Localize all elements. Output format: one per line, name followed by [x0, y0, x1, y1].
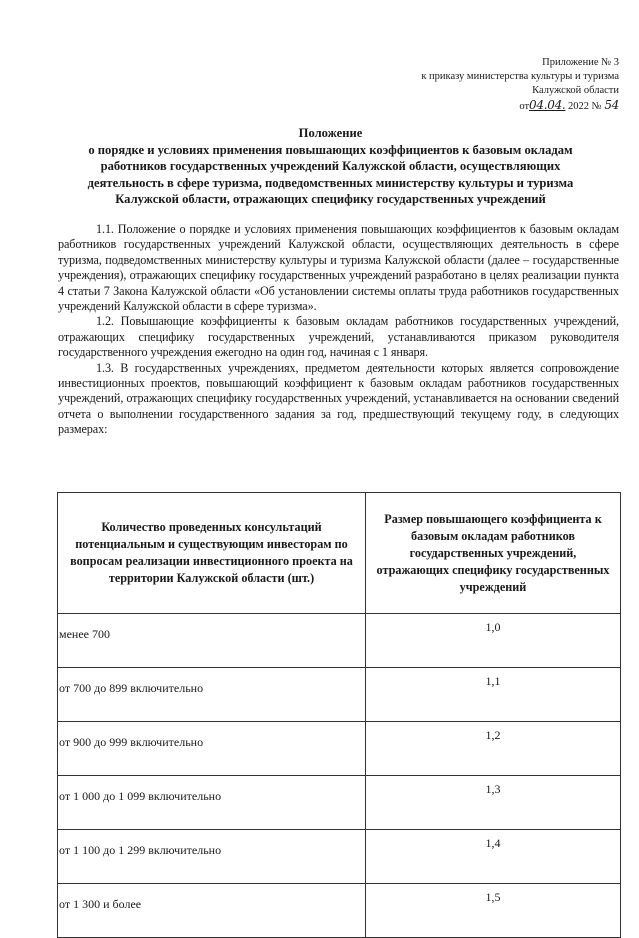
- paragraph-1-3: 1.3. В государственных учреждениях, предметом деятельности которых является сопровождение инвестиционных проектов, повышающий коэффициент к базовым окладам работников государственных учреждений, отражающих специфику государственных учреждений, устанавливается на основании сведений отчета о выполнении государственного задания за год, предшествующий текущему году, в следующих размерах:: [58, 360, 619, 437]
- title-heading: Положение: [298, 126, 363, 140]
- handwritten-date: 04.04.: [529, 98, 566, 112]
- row-range: менее 700: [58, 614, 366, 668]
- date-year: 2022: [568, 101, 590, 112]
- row-coefficient: 1,0: [366, 614, 621, 668]
- appendix-header: [379, 56, 619, 114]
- paragraph-1-2: 1.2. Повышающие коэффициенты к базовым окладам работников государственных учреждений, отражающих специфику государственных учреждений, устанавливаются приказом руководителя государственного учреждения ежегодно на один год, начиная с 1 января.: [58, 314, 619, 360]
- row-range: от 1 300 и более: [58, 884, 366, 938]
- row-range: от 700 до 899 включительно: [58, 668, 366, 722]
- row-coefficient: 1,5: [366, 884, 621, 938]
- coefficient-table: [57, 492, 621, 938]
- appendix-order-ref: к приказу министерства культуры и туризма: [421, 71, 619, 82]
- title-line-4: деятельность в сфере туризма, подведомственных министерству культуры и туризма: [87, 175, 574, 190]
- header-consultations: Количество проведенных консультаций потенциальным и существующим инвесторам по вопросам реализации инвестиционного проекта на территории Калужской области (шт.): [58, 493, 366, 614]
- row-coefficient: 1,3: [366, 776, 621, 830]
- appendix-date-line: [379, 98, 619, 114]
- handwritten-order-number: 54: [604, 98, 619, 112]
- row-range: от 1 000 до 1 099 включительно: [58, 776, 366, 830]
- paragraph-1-1: 1.1. Положение о порядке и условиях применения повышающих коэффициентов к базовым окладам работников государственных учреждений Калужской области, осуществляющих деятельность в сфере туризма, подведомственных министерству культуры и туризма Калужской области (далее – государственные учреждения), отражающих специфику государственных учреждений разработано в целях реализации пункта 4 статьи 7 Закона Калужской области «Об установлении системы оплаты труда работников государственных учреждений Калужской области в сфере туризма».: [58, 222, 619, 314]
- appendix-region: Калужской области: [532, 85, 619, 96]
- table-row: [58, 776, 621, 830]
- order-number-sign: №: [591, 101, 602, 112]
- row-coefficient: 1,4: [366, 830, 621, 884]
- row-range: от 900 до 999 включительно: [58, 722, 366, 776]
- table-row: [58, 884, 621, 938]
- row-range: от 1 100 до 1 299 включительно: [58, 830, 366, 884]
- row-coefficient: 1,1: [366, 668, 621, 722]
- title-line-5: Калужской области, отражающих специфику государственных учреждений: [115, 192, 546, 206]
- table-row: [58, 668, 621, 722]
- table-header-row: [58, 493, 621, 614]
- title-line-3: работников государственных учреждений Калужской области, осуществляющих: [100, 159, 561, 173]
- table-row: [58, 614, 621, 668]
- title-line-2: о порядке и условиях применения повышающих коэффициентов к базовым окладам: [88, 142, 573, 157]
- header-coefficient: Размер повышающего коэффициента к базовым окладам работников государственных учреждений, отражающих специфику государственных учреждений: [366, 493, 621, 614]
- row-coefficient: 1,2: [366, 722, 621, 776]
- document-body: [58, 222, 619, 438]
- appendix-title: Приложение № 3: [542, 57, 619, 68]
- table-row: [58, 722, 621, 776]
- document-title: [40, 125, 621, 208]
- table-row: [58, 830, 621, 884]
- date-prefix: от: [519, 101, 530, 112]
